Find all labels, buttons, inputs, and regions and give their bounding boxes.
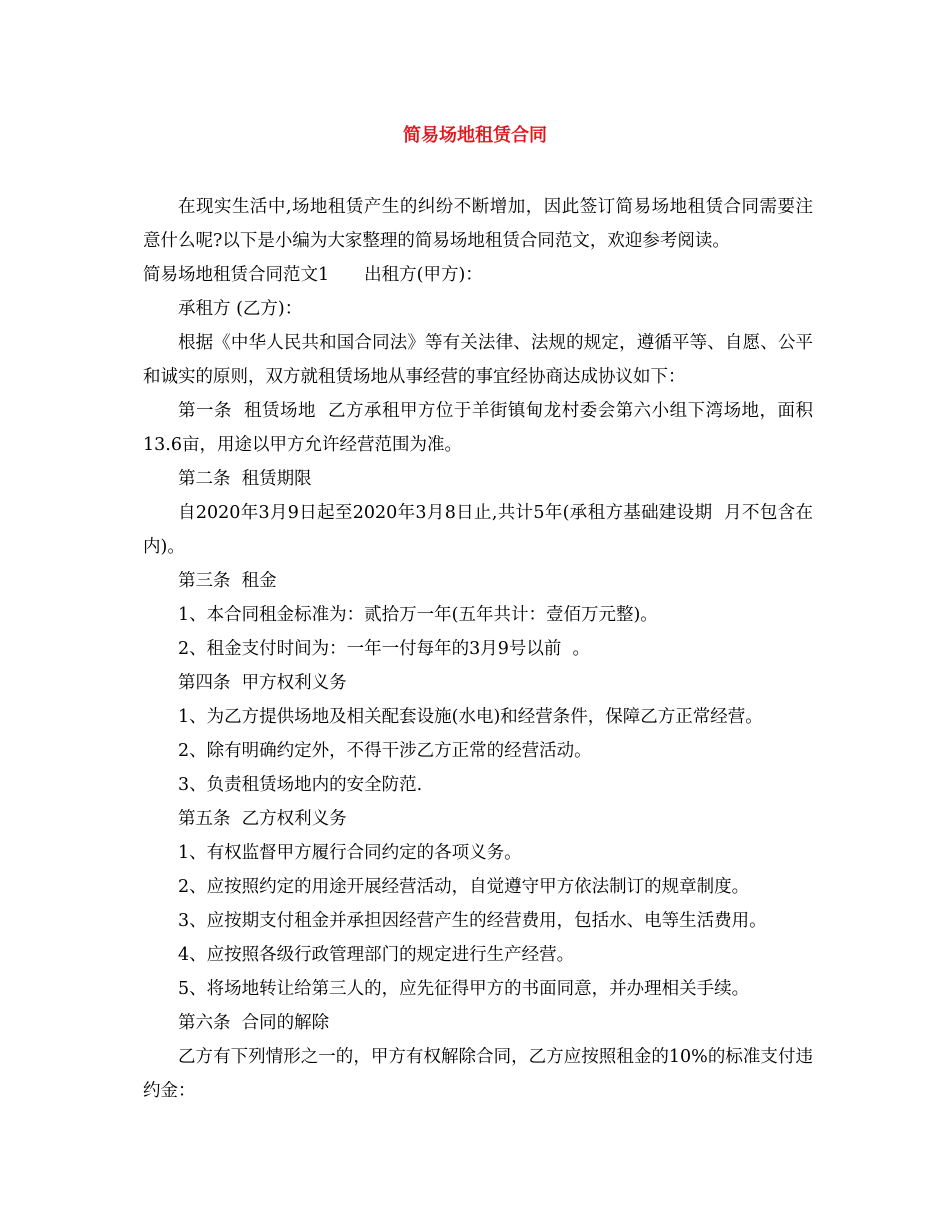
- article-5-item-2: 2、应按照约定的用途开展经营活动，自觉遵守甲方依法制订的规章制度。: [178, 877, 750, 897]
- article-3-item-2: 2、租金支付时间为：一年一付每年的3月9号以前 。: [178, 639, 591, 659]
- article-2-heading: 第二条 租赁期限: [178, 469, 312, 489]
- article-4-item-3: 3、负责租赁场地内的安全防范.: [178, 775, 423, 795]
- article-5-item-1: 1、有权监督甲方履行合同约定的各项义务。: [178, 843, 522, 863]
- paragraph-basis: 根据《中华人民共和国合同法》等有关法律、法规的规定，遵循平等、自愿、公平和诚实的原则，双方就租赁场地从事经营的事宜经协商达成协议如下：: [143, 333, 813, 387]
- article-4-item-1: 1、为乙方提供场地及相关配套设施(水电)和经营条件，保障乙方正常经营。: [178, 707, 763, 727]
- document-title: 简易场地租赁合同: [403, 125, 547, 146]
- document-body: [143, 190, 813, 1108]
- article-5-item-4: 4、应按照各级行政管理部门的规定进行生产经营。: [178, 945, 575, 965]
- paragraph-sample-heading: 简易场地租赁合同范文1 出租方(甲方)：: [143, 265, 483, 285]
- article-2-term: 自2020年3月9日起至2020年3月8日止,共计5年(承租方基础建设期 月不包含在内)。: [143, 503, 813, 557]
- article-4-item-2: 2、除有明确约定外，不得干涉乙方正常的经营活动。: [178, 741, 592, 761]
- article-5-item-3: 3、应按期支付租金并承担因经营产生的经营费用，包括水、电等生活费用。: [178, 911, 767, 931]
- article-6-text: 乙方有下列情形之一的，甲方有权解除合同，乙方应按照租金的10%的标准支付违约金：: [143, 1047, 813, 1101]
- paragraph-intro: 在现实生活中,场地租赁产生的纠纷不断增加，因此签订简易场地租赁合同需要注意什么呢?以下是小编为大家整理的简易场地租赁合同范文，欢迎参考阅读。: [143, 197, 813, 251]
- article-6-heading: 第六条 合同的解除: [178, 1013, 330, 1033]
- article-1: 第一条 租赁场地 乙方承租甲方位于羊街镇甸龙村委会第六小组下湾场地，面积13.6亩，用途以甲方允许经营范围为准。: [143, 401, 813, 455]
- article-4-heading: 第四条 甲方权利义务: [178, 673, 347, 693]
- article-5-heading: 第五条 乙方权利义务: [178, 809, 347, 829]
- paragraph-lessee: 承租方 (乙方)：: [178, 299, 303, 319]
- article-3-heading: 第三条 租金: [178, 571, 277, 591]
- article-5-item-5: 5、将场地转让给第三人的，应先征得甲方的书面同意，并办理相关手续。: [178, 979, 750, 999]
- article-3-item-1: 1、本合同租金标准为：贰拾万一年(五年共计：壹佰万元整)。: [178, 605, 658, 625]
